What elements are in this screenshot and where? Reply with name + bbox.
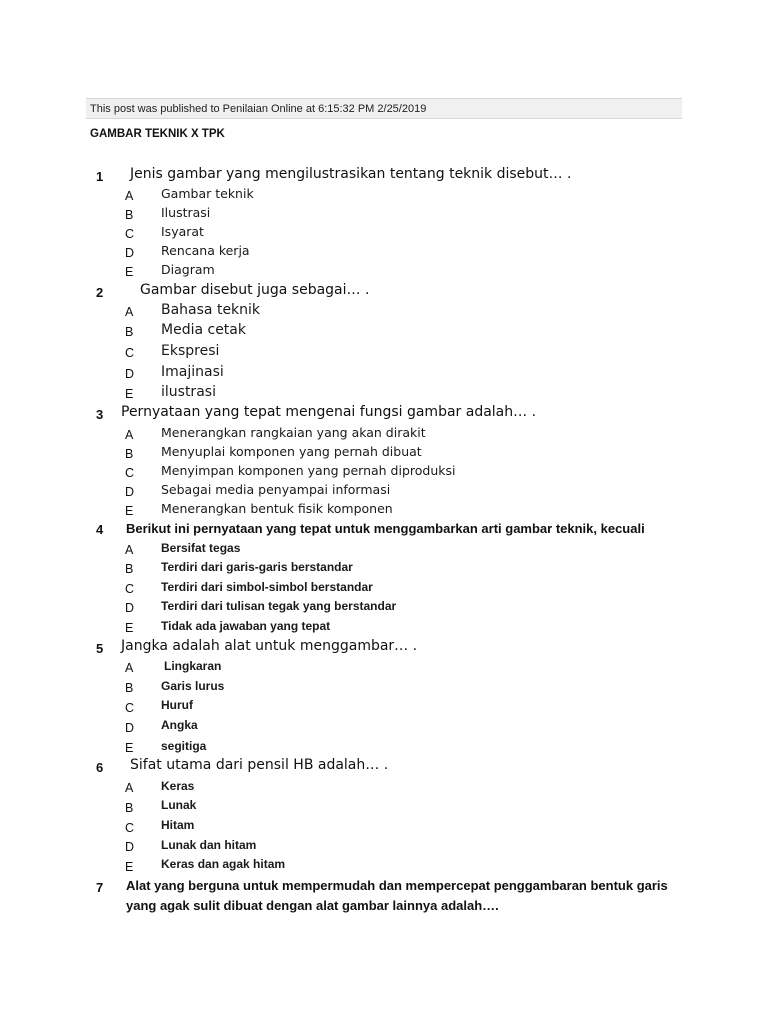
option-text: Lunak dan hitam (161, 838, 257, 852)
option-letter: B (125, 208, 134, 222)
option-letter: A (125, 781, 134, 795)
option-letter: A (125, 305, 134, 319)
question-number: 7 (96, 880, 104, 895)
option-letter: D (125, 246, 135, 260)
option-text: Keras dan agak hitam (161, 857, 286, 871)
question-text: Gambar disebut juga sebagai… . (140, 282, 370, 298)
option-text: Menerangkan rangkaian yang akan dirakit (161, 425, 426, 440)
option-letter: E (125, 621, 134, 635)
option-text: Lingkaran (164, 659, 222, 673)
option-letter: E (125, 860, 134, 874)
option-text: Sebagai media penyampai informasi (161, 482, 391, 497)
question-text: Sifat utama dari pensil HB adalah… . (130, 757, 389, 773)
option-letter: B (125, 447, 134, 461)
document-title: GAMBAR TEKNIK X TPK (90, 128, 225, 140)
question-number: 2 (96, 285, 104, 300)
option-text: Diagram (161, 262, 215, 277)
option-text: Terdiri dari tulisan tegak yang berstandar (161, 599, 397, 613)
option-text: Gambar teknik (161, 186, 254, 201)
question-number: 6 (96, 760, 104, 775)
option-letter: D (125, 840, 135, 854)
publish-notice-bar: This post was published to Penilaian Online at 6:15:32 PM 2/25/2019 (86, 98, 682, 119)
option-letter: C (125, 346, 135, 360)
option-text: ilustrasi (161, 384, 216, 400)
option-letter: C (125, 582, 135, 596)
option-letter: A (125, 189, 134, 203)
option-letter: D (125, 601, 135, 615)
option-letter: C (125, 466, 135, 480)
option-text: Terdiri dari simbol-simbol berstandar (161, 580, 373, 594)
option-text: Menerangkan bentuk fisik komponen (161, 501, 393, 516)
option-text: Rencana kerja (161, 243, 250, 258)
option-letter: E (125, 387, 134, 401)
option-text: Keras (161, 779, 195, 793)
question-text: Pernyataan yang tepat mengenai fungsi gambar adalah… . (121, 404, 537, 420)
option-text: Imajinasi (161, 364, 224, 380)
option-text: Bahasa teknik (161, 302, 261, 318)
option-text: Garis lurus (161, 679, 225, 693)
question-text: Jangka adalah alat untuk menggambar… . (121, 638, 418, 654)
option-text: Media cetak (161, 322, 246, 338)
option-letter: C (125, 701, 135, 715)
question-number: 4 (96, 522, 104, 537)
option-text: Ekspresi (161, 343, 220, 359)
question-text: Jenis gambar yang mengilustrasikan tentang teknik disebut… . (130, 166, 572, 182)
option-letter: B (125, 562, 134, 576)
option-letter: D (125, 721, 135, 735)
option-text: Terdiri dari garis-garis berstandar (161, 560, 353, 574)
option-text: Angka (161, 718, 198, 732)
option-letter: A (125, 428, 134, 442)
option-letter: E (125, 504, 134, 518)
option-text: Hitam (161, 818, 195, 832)
option-text: Bersifat tegas (161, 541, 241, 555)
option-text: Huruf (161, 698, 193, 712)
option-text: Menyimpan komponen yang pernah diproduksi (161, 463, 456, 478)
option-letter: A (125, 661, 134, 675)
option-text: Menyuplai komponen yang pernah dibuat (161, 444, 422, 459)
option-letter: B (125, 801, 134, 815)
option-letter: C (125, 821, 135, 835)
question-number: 3 (96, 407, 104, 422)
option-text: Tidak ada jawaban yang tepat (161, 619, 331, 633)
question-text: Alat yang berguna untuk mempermudah dan mempercepat penggambaran bentuk garis yang agak sulit dibuat dengan alat gambar lainnya adalah…. (126, 878, 668, 913)
question-text: Berikut ini pernyataan yang tepat untuk menggambarkan arti gambar teknik, kecuali (126, 521, 645, 536)
option-text: segitiga (161, 739, 207, 753)
option-text: Lunak (161, 798, 197, 812)
option-letter: D (125, 367, 135, 381)
question-number: 5 (96, 641, 104, 656)
option-letter: E (125, 741, 134, 755)
option-text: Ilustrasi (161, 205, 211, 220)
option-text: Isyarat (161, 224, 204, 239)
option-letter: D (125, 485, 135, 499)
option-letter: E (125, 265, 134, 279)
question-number: 1 (96, 169, 104, 184)
option-letter: B (125, 681, 134, 695)
option-letter: A (125, 543, 134, 557)
option-letter: C (125, 227, 135, 241)
option-letter: B (125, 325, 134, 339)
